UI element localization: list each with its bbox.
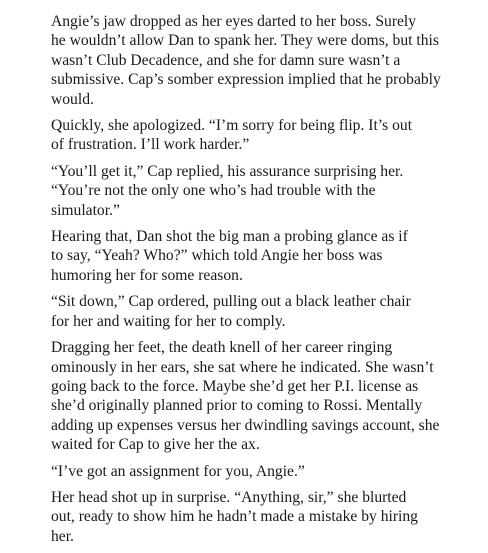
text-line: “Sit down,” Cap ordered, pulling out a black leather chair (51, 293, 411, 311)
text-line: adding up expenses versus her dwindling savings account, she (51, 416, 440, 434)
text-line: “You’re not the only one who’s had trouble with the (51, 182, 376, 200)
text-line: humoring her for some reason. (51, 266, 243, 284)
text-line: “You’ll get it,” Cap replied, his assurance surprising her. (51, 162, 404, 180)
text-line: Dragging her feet, the death knell of her career ringing (51, 339, 393, 357)
text-line: Angie’s jaw dropped as her eyes darted to her boss. Surely (51, 13, 417, 30)
paragraph-8 (25, 488, 475, 546)
text-line: simulator.” (51, 201, 120, 219)
text-line: of frustration. I’ll work harder.” (51, 136, 250, 154)
text-line: ominously in her ears, she sat where he indicated. She wasn’t (51, 358, 434, 376)
text-line: he wouldn’t allow Dan to spank her. They were doms, but this (51, 32, 439, 50)
text-line: out, ready to show him he hadn’t made a mistake by hiring (51, 508, 418, 526)
paragraph-6 (25, 338, 475, 454)
text-line: would. (51, 90, 94, 108)
paragraph-3 (25, 162, 475, 220)
text-line: her. (51, 527, 74, 545)
paragraph-5 (25, 292, 475, 331)
book-page (25, 12, 475, 553)
paragraph-2 (25, 116, 475, 155)
text-line: Her head shot up in surprise. “Anything, sir,” she blurted (51, 488, 407, 506)
text-line: for her and waiting for her to comply. (51, 312, 286, 330)
text-line: Hearing that, Dan shot the big man a probing glance as if (51, 228, 408, 246)
text-line: wasn’t Club Decadence, and she for damn sure wasn’t a (51, 51, 401, 69)
paragraph-7 (25, 462, 475, 481)
paragraph-4 (25, 227, 475, 285)
text-line: “I’ve got an assignment for you, Angie.” (51, 462, 305, 480)
text-line: submissive. Cap’s somber expression implied that he probably (51, 71, 441, 89)
text-line: Quickly, she apologized. “I’m sorry for being flip. It’s out (51, 117, 413, 135)
text-line: going back to the force. Maybe she’d get her P.I. license as (51, 377, 419, 395)
text-line: she’d originally planned prior to coming to Rossi. Mentally (51, 397, 423, 415)
text-line: waited for Cap to give her the ax. (51, 436, 260, 454)
paragraph-1 (25, 12, 475, 109)
text-line: to say, “Yeah? Who?” which told Angie her boss was (51, 247, 383, 265)
